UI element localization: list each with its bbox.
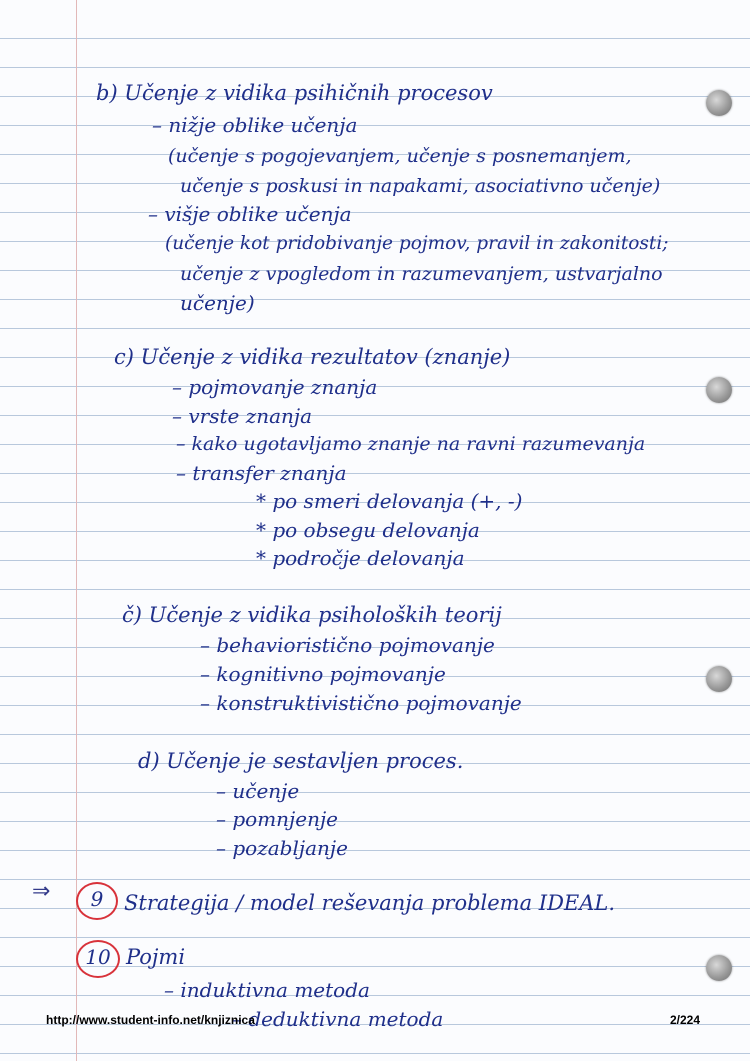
section-b-line: (učenje kot pridobivanje pojmov, pravil in zakonitosti; [165,233,669,254]
section-b-line: – višje oblike učenja [148,202,352,226]
item-10-circle [76,940,120,978]
section-c-line: – transfer znanja [176,461,347,485]
item-10-line: – induktivna metoda [164,978,370,1002]
section-c-line: * po obsegu delovanja [256,518,480,542]
section-c-line: – vrste znanja [172,404,313,428]
section-b-line: učenje z vpogledom in razumevanjem, ustvarjalno [180,263,663,285]
item-10-number: 10 [85,945,111,969]
section-ch-line: – behavioristično pojmovanje [200,633,495,657]
footer-page-number: 2/224 [670,1013,701,1027]
section-c-heading: c) Učenje z vidika rezultatov (znanje) [114,345,511,369]
section-d-line: – pozabljanje [216,836,348,860]
section-ch-line: – konstruktivistično pojmovanje [200,691,522,715]
item-9-text: Strategija / model reševanja problema IDEAL. [124,891,616,915]
section-d-line: – pomnjenje [216,807,339,831]
punch-hole [706,377,732,403]
punch-hole [706,955,732,981]
section-b-heading: b) Učenje z vidika psihičnih procesov [96,81,493,105]
section-c-line: – kako ugotavljamo znanje na ravni razumevanja [176,433,646,455]
punch-hole [706,90,732,116]
section-b-line: učenje) [180,291,255,315]
item-10-text: Pojmi [126,945,186,969]
punch-hole [706,666,732,692]
section-d-line: – učenje [216,779,300,803]
item-9-circle [76,882,118,920]
section-b-line: učenje s poskusi in napakami, asociativno učenje) [180,175,661,197]
item-9-number: 9 [90,887,104,911]
footer-url: http://www.student-info.net/knjiznica [46,1013,255,1027]
section-b-line: – nižje oblike učenja [152,113,358,137]
section-d-heading: d) Učenje je sestavljen proces. [138,749,464,773]
section-c-line: * področje delovanja [256,546,465,570]
section-c-line: * po smeri delovanja (+, -) [256,489,523,513]
section-ch-heading: č) Učenje z vidika psiholoških teorij [122,603,502,627]
section-b-line: (učenje s pogojevanjem, učenje s posnemanjem, [168,145,632,167]
arrow-icon: ⇒ [32,879,51,904]
section-c-line: – pojmovanje znanja [172,375,378,399]
item-10-line: – deduktivna metoda [232,1007,444,1031]
section-ch-line: – kognitivno pojmovanje [200,662,446,686]
